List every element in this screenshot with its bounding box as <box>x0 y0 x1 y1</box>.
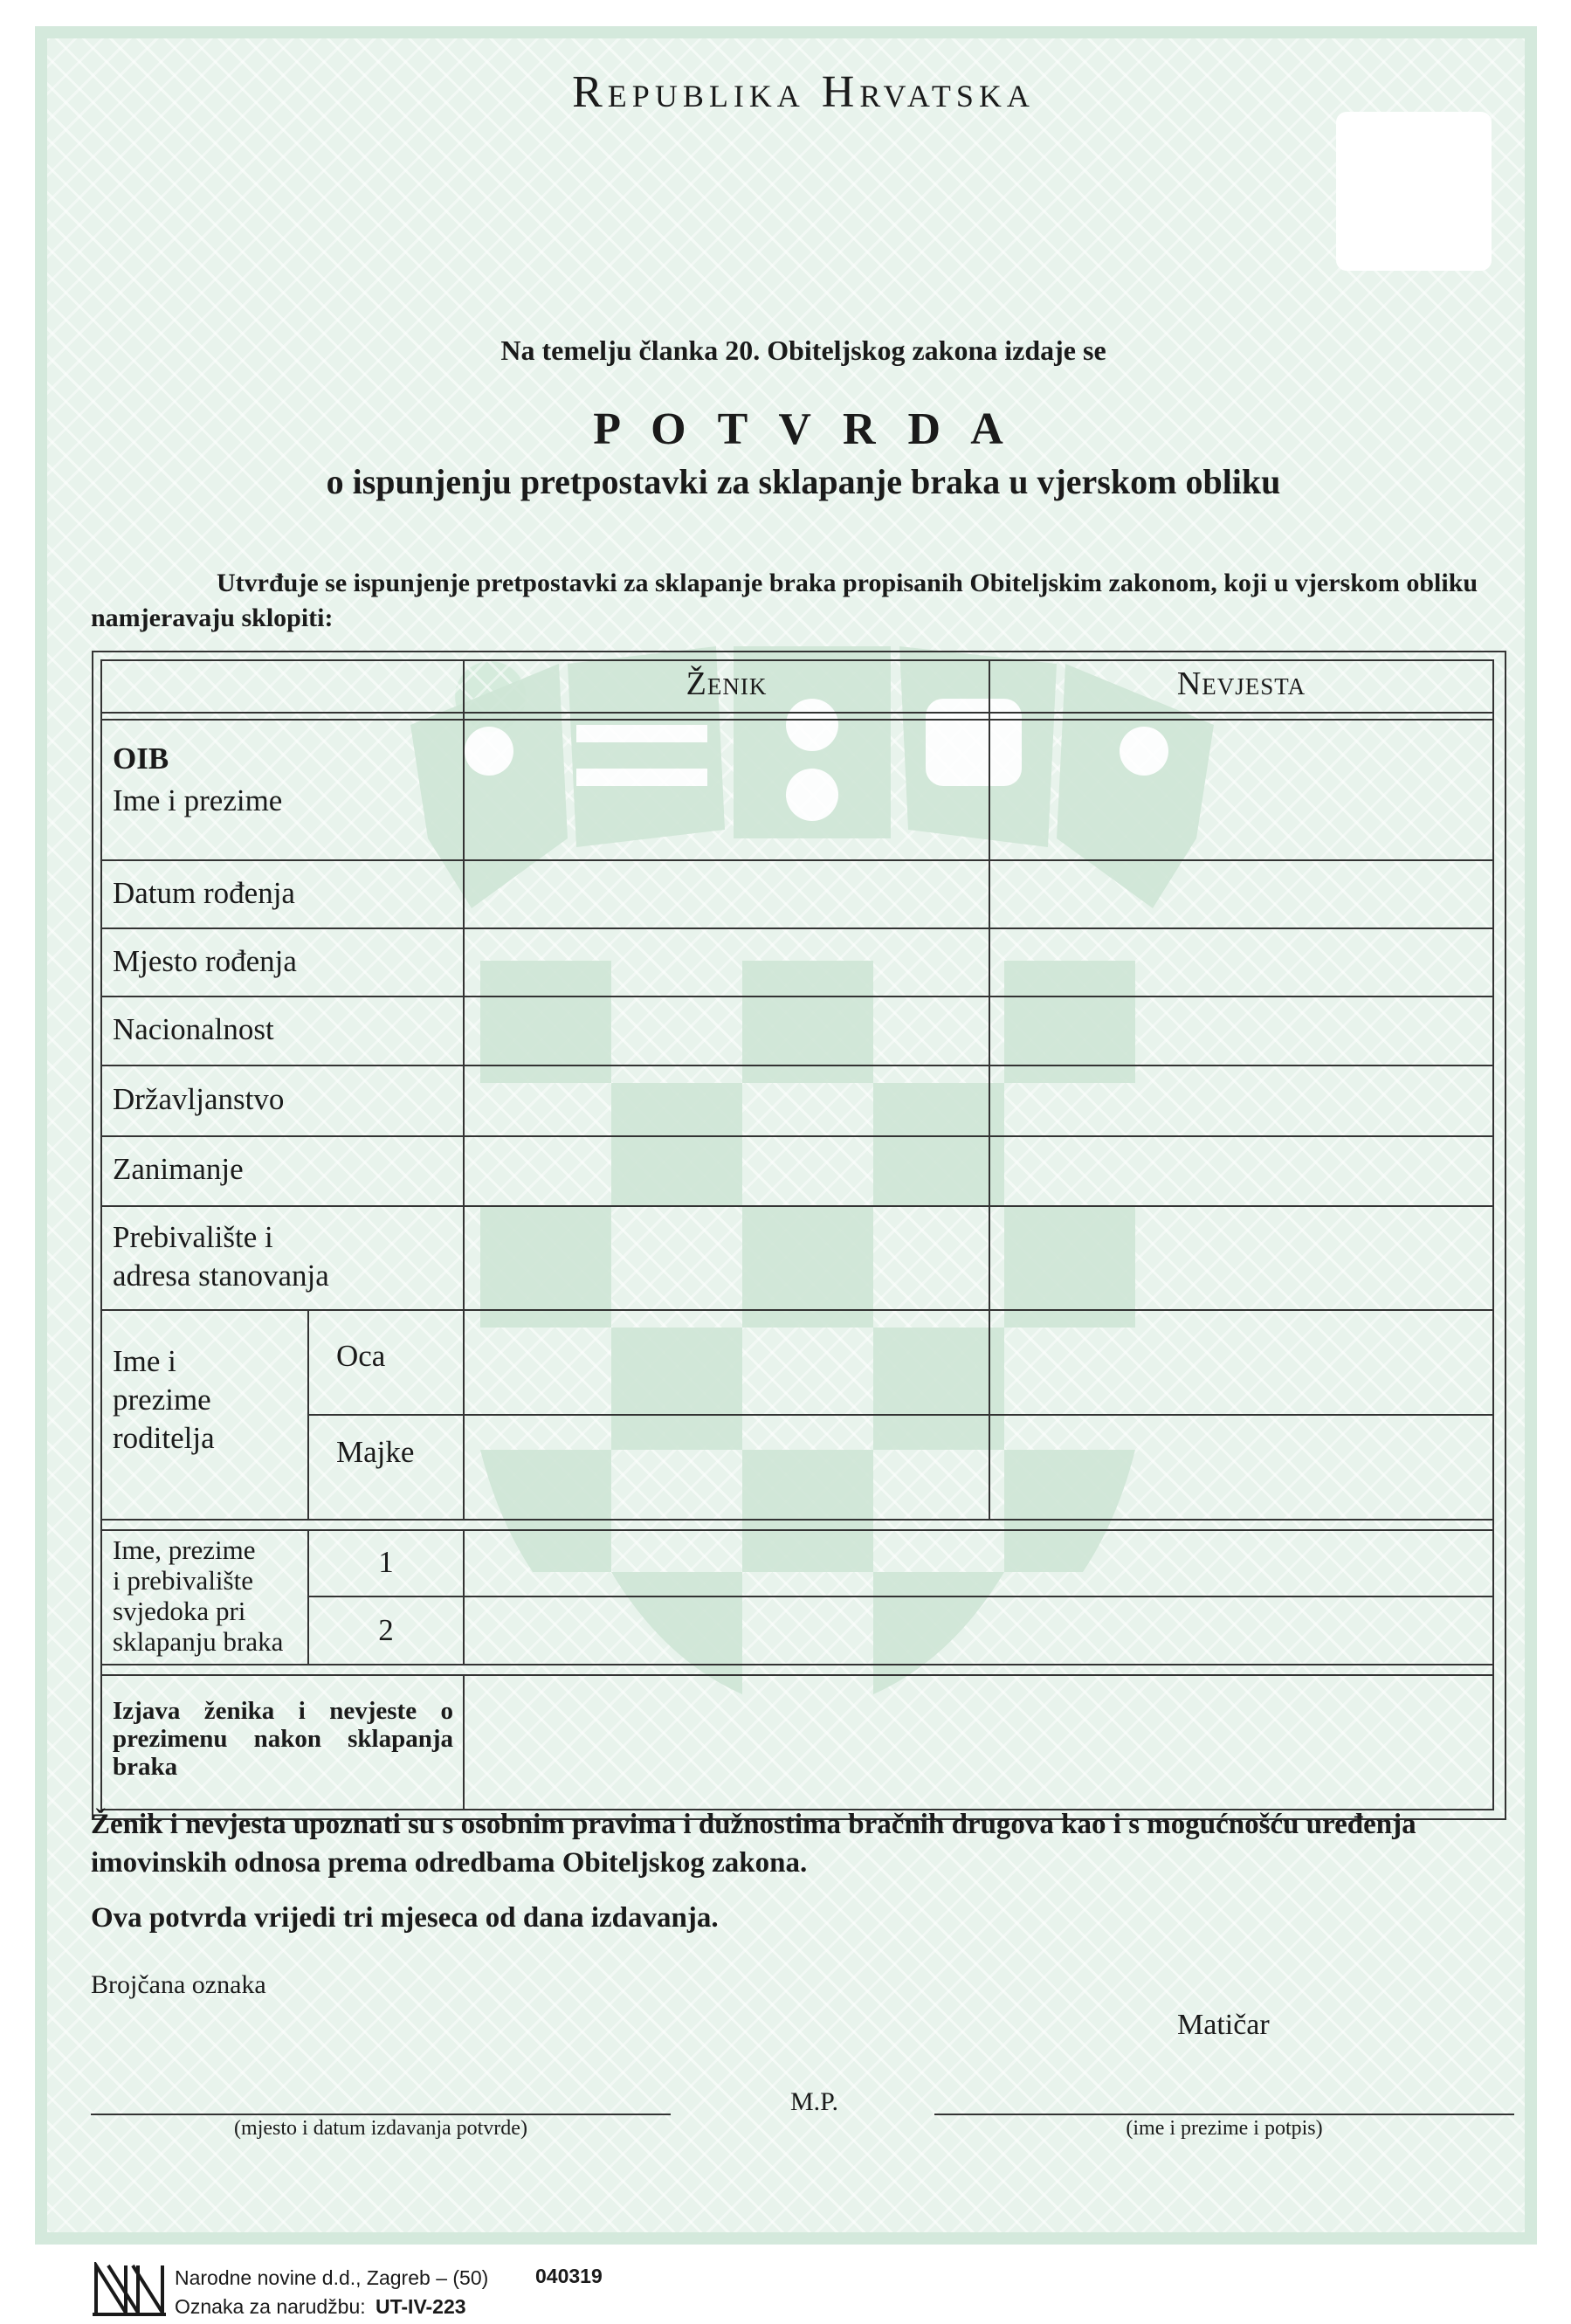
column-header-groom: Ženik <box>686 665 768 702</box>
witness-number-1: 1 <box>378 1545 394 1579</box>
rights-notice: Ženik i nevjesta upoznati su s osobnim pravima i dužnostima bračnih drugova kao i s mogućnošću uređenja imovinskih odnosa prema odredbama Obiteljskog zakona. <box>91 1809 1416 1879</box>
name-sign-caption: (ime i prezime i potpis) <box>1126 2117 1323 2140</box>
row-label-birthdate: Datum rođenja <box>113 876 295 910</box>
witness-label-line1: Ime, prezime <box>113 1534 256 1565</box>
witness-label-line3: svjedoka pri <box>113 1596 246 1626</box>
row-label-parents-line1: Ime i <box>113 1344 176 1378</box>
document-subtitle: o ispunjenju pretpostavki za sklapanje braka u vjerskom obliku <box>326 462 1281 501</box>
row-label-oib: OIB <box>113 741 169 776</box>
place-date-caption: (mjesto i datum izdavanja potvrde) <box>234 2117 527 2140</box>
order-code: UT-IV-223 <box>376 2295 466 2318</box>
row-label-parents-line2: prezime <box>113 1383 211 1417</box>
row-label-name: Ime i prezime <box>113 783 283 817</box>
row-label-father: Oca <box>336 1339 386 1373</box>
row-label-mother: Majke <box>336 1435 415 1469</box>
row-label-occupation: Zanimanje <box>113 1152 244 1186</box>
stamp-placeholder: M.P. <box>790 2087 839 2116</box>
row-label-nationality: Nacionalnost <box>113 1012 274 1046</box>
publisher-name: Narodne novine d.d., Zagreb – (50) <box>175 2266 489 2289</box>
witness-label-line2: i prebivalište <box>113 1565 253 1596</box>
row-label-residence-line2: adresa stanovanja <box>113 1259 329 1293</box>
legal-intro: Na temelju članka 20. Obiteljskog zakona izdaje se <box>500 334 1106 366</box>
country-title: Republika Hrvatska <box>572 67 1035 117</box>
row-label-residence-line1: Prebivalište i <box>113 1220 273 1254</box>
registrar-label: Matičar <box>1177 2009 1270 2041</box>
reference-number-label: Brojčana oznaka <box>91 1970 266 1999</box>
photo-placeholder <box>1336 112 1492 271</box>
document-title: P O T V R D A <box>593 404 1014 454</box>
row-label-citizenship: Državljanstvo <box>113 1082 285 1116</box>
declaration-label: Izjava ženika i nevjeste o prezimenu nakon sklapanja braka <box>113 1697 453 1781</box>
signature-line <box>934 2114 1514 2115</box>
row-label-birthplace: Mjesto rođenja <box>113 944 297 978</box>
statement-text: Utvrđuje se ispunjenje pretpostavki za sklapanje braka propisanih Obiteljskim zakonom, koji u vjerskom obliku namjeravaju sklopiti: <box>91 569 1478 632</box>
column-header-bride: Nevjesta <box>1176 665 1306 702</box>
order-label: Oznaka za narudžbu: <box>175 2295 366 2318</box>
row-label-parents-line3: roditelja <box>113 1421 215 1455</box>
place-date-line <box>91 2114 671 2115</box>
witness-label-line4: sklapanju braka <box>113 1626 284 1657</box>
validity-notice: Ova potvrda vrijedi tri mjeseca od dana izdavanja. <box>91 1902 719 1934</box>
publisher-logo-icon <box>91 2262 168 2316</box>
print-code: 040319 <box>535 2265 603 2287</box>
data-table <box>92 651 1506 1820</box>
witness-number-2: 2 <box>378 1613 394 1647</box>
